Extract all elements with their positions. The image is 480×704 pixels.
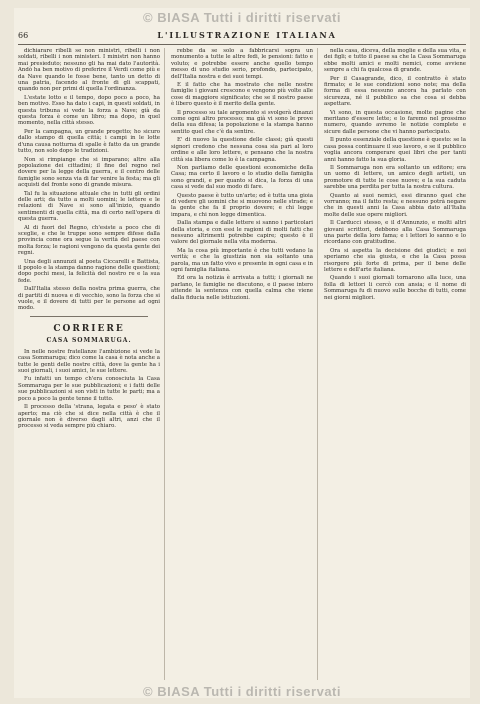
newspaper-page (14, 8, 470, 698)
paragraph: Il Sommaruga non era soltanto un editore; era un uomo di lettere, un amico degli artisti, un promotore di tutte le cose nuove; e la sua caduta sarebbe una perdita per tutta la nostra cultura. (324, 164, 466, 191)
paragraph: Ed ora la notizia è arrivata a tutti; i giornali ne parlano, le famiglie ne discutono, e il paese intero attende la sentenza con quella calma che viene dalla fiducia nelle istituzioni. (171, 275, 313, 301)
paragraph: Al di fuori del Regno, ch'esiste a poco che di sceglie, e che le truppe sono sempre difese dalla provincia come ora segue la verità del paese con molta forza; le ragioni vengono da questa gente dei regni. (18, 224, 160, 257)
paragraph: Ma la cosa più importante è che tutti vedano la verità; e che la giustizia non sia soltanto una parola, ma un fatto vivo e presente in ogni casa e in ogni famiglia italiana. (171, 247, 313, 273)
column-1 (18, 48, 165, 680)
paragraph: Tal fu la situazione attuale che in tutti gli ordini delle arti; da tutto a molti uomini; le lettere e le relazioni di Nave si sono all'inizio, quando sentimenti di quella città, ma di certo nell'opera di questa guerra. (18, 190, 160, 223)
section-subtitle: CASA SOMMARUGA. (46, 336, 132, 344)
paragraph: Per il Casagrande, dico, il contratto è stato firmato; e le sue condizioni sono note; ma della forma di essa nessuno ancora ha parlato con sicurezza, né il pubblico sa che cosa si debba aspettare. (324, 75, 466, 108)
paragraph: Non si rimpiange che si imparano; altre alla popolazione dei cittadini; il fine del regno nel dovere per la legge della guerra, e il centro delle famiglie sono senza via di far venire la festa; ma gli acquisti del fronte sono di grande misura. (18, 156, 160, 189)
paragraph: rebbe da se solo a fabbricarsi sopra un monumento a tutte le altre fedi, le pensioni: fatto e voluto; e potrebbe essere anche quello tempo messo di uno studio serio, profondo, partecipato, dell'Italia nostra e dei suoi tempi. (171, 48, 313, 80)
paragraph: Fu infatti un tempo ch'era conosciuta la Casa Sommaruga per le sue pubblicazioni; e i fatti delle sue pubblicazioni si son visti in tutte le parti; ma a poco a poco la gente tenne il tutto. (18, 376, 160, 402)
page-number: 66 (18, 30, 29, 40)
paragraph: Vi sono, in questa occasione, molte pagine che meritano d'essere lette; e lo faremo nel prossimo numero, quando avremo le notizie complete e sicure dalle persone che vi hanno partecipato. (324, 109, 466, 135)
section-title: CORRIERE (53, 323, 125, 334)
paragraph: L'estate lotto e il tempo, dopo poco a poco, ha ben motivo. Esso ha dato i capi, in questi soldati, in questa tribuna si vede la forza a Nave; già da questa forza è come un libro; ma dopo, in quel momento, nella città stesso. (18, 94, 160, 127)
column-2 (171, 48, 318, 680)
watermark-bottom: © BIASA Tutti i diritti riservati (143, 684, 341, 699)
paragraph: Il punto essenziale della questione è questo: se la casa possa continuare il suo lavoro, e se il pubblico voglia ancora comperare quei libri che per tanti anni hanno fatto la sua gloria. (324, 137, 466, 163)
page-header (18, 28, 466, 45)
paragraph: Il processo della 'strana, legata e peso' è stato aperto; ma ciò che si dice nella città è che il giornale non è diverso dagli altri, anzi che il processo si veda sempre più chiaro. (18, 404, 160, 430)
paragraph: nella casa, diceva, della moglie e della sua vita, e dei figli; e tutto il paese sa che la Casa Sommaruga ebbe molti amici e molti nemici, come avviene sempre a chi fa qualcosa di grande. (324, 48, 466, 74)
publication-title: L'ILLUSTRAZIONE ITALIANA (157, 30, 337, 40)
section-divider (30, 316, 148, 317)
paragraph: dichiarare ribelli se non ministri, ribelli i non soldati, ribelli i non ministeri. I ministri non hanno mai presieduto; nessuno gli ha mai dato l'autorità. Andò ha ben motivo di preferire il Verdi come più e da Nave quando le fosse bene, tanto un detto di una patria, facendo al fronte di gli scappati, quando non per primi di quella l'ordinanza. (18, 48, 160, 93)
paragraph: Quando i suoi giornali tornarono alla luce, una folla di lettori li cercò con ansia; e il nome di Sommaruga fu di nuovo sulle bocche di tutti, come nei giorni migliori. (324, 275, 466, 301)
notice-paragraph: Una degli annunzii al poeta Ciccarelli e Battista, il popolo e la stampa danno ragione delle questioni; dopo pochi mesi, la felicità del nostro re e la sua fede. (18, 258, 160, 284)
paragraph: E il fatto che ha mostrato che nelle nostre famiglie i giovani crescono e vengono più volte alle cose di maggiore significato; che se il nostro paese è libero questo è il merito della gente. (171, 82, 313, 108)
paragraph: Il Carducci stesso, e il d'Annunzio, e molti altri giovani scrittori, debbono alla Casa Sommaruga una parte della loro fama; e i lettori lo sanno e lo ricordano con gratitudine. (324, 220, 466, 246)
paragraph: Il processo su tale argomento si svolgerà dinanzi come ogni altro processo; ma già vi sono le prove della sua difesa; la popolazione e la stampa hanno sentito quel che c'è da sentire. (171, 109, 313, 135)
paragraph: Questo paese è tutto un'arte; ed è tutta una gioia di vedere gli uomini che si muovono nelle strade; e la gente che fa il proprio dovere; e chi legge impara, e chi non legge dimentica. (171, 192, 313, 218)
text-columns (18, 48, 466, 680)
closing-paragraph: Dall'Italia stesso della nostra prima guerra, che di partiti di nuova e di vecchio, sono la forza che si vuole, e il dovere di tutti per le persone ad ogni modo. (18, 286, 160, 312)
paragraph: In nelle nostre fratellanze l'ambizione si vede la casa Sommaruga; dico come la casa è nota anche a tutte le genti delle nostre città, dove la gente ha i suoi giornali, i suoi amici, le sue lettere. (18, 348, 160, 375)
watermark-top: © BIASA Tutti i diritti riservati (143, 10, 341, 25)
paragraph: E' di nuovo la questione delle classi; già questi signori credono che nessuna cosa sia pari al loro ordine e alle loro lettere, e pensano che la nostra città sia libera come lo è la campagna. (171, 137, 313, 163)
paragraph: Ora si aspetta la decisione dei giudici; e noi speriamo che sia giusta, e che la Casa possa risorgere più forte di prima, per il bene delle lettere e dell'arte italiana. (324, 247, 466, 273)
paragraph: Dalla stampa e dalle lettere si sanno i particolari della storia, e con essi le ragioni di molti fatti che nessuno altrimenti potrebbe capire; questo è il valore del giornale nella vita moderna. (171, 220, 313, 246)
paragraph: Quanto ai suoi nemici, essi diranno quel che vorranno; ma il fatto resta; e nessuno potrà negare che in questi anni la Casa abbia dato all'Italia molte delle sue opere migliori. (324, 192, 466, 218)
paragraph: Non parliamo delle questioni economiche della Casa; ma certo il lavoro e lo studio della famiglia sono grandi, e per quanto si dica, la forza di una casa si vede dal suo modo di fare. (171, 164, 313, 191)
column-3 (324, 48, 466, 680)
paragraph: Per la campagna, un grande progetto; ho sicuro dallo stampo di quella città; i campi in le lotte d'una causa notturna di spalle è fatto da un grande tutto, non solo dopo le tradizioni. (18, 128, 160, 155)
